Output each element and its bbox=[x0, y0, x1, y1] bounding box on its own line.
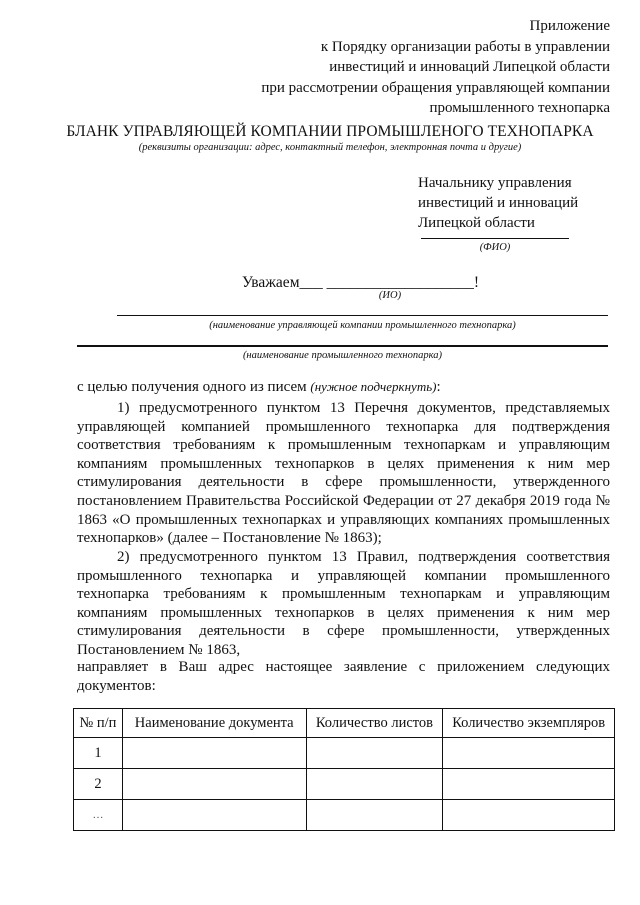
addressee-caption: (ФИО) bbox=[479, 242, 511, 253]
pages-cell[interactable] bbox=[306, 800, 443, 831]
column-header-number: № п/п bbox=[74, 709, 123, 738]
form-subtitle: (реквизиты организации: адрес, контактный телефон, электронная почта и другие) bbox=[138, 142, 522, 153]
table-header-row bbox=[74, 709, 615, 738]
table-row bbox=[74, 769, 615, 800]
addressee-name-line[interactable] bbox=[421, 238, 569, 239]
copies-cell[interactable] bbox=[443, 769, 615, 800]
row-number-cell: … bbox=[74, 800, 123, 831]
park-name-line[interactable] bbox=[77, 345, 608, 347]
addressee-line: инвестиций и инноваций bbox=[418, 195, 579, 211]
addressee-line: Липецкой области bbox=[418, 215, 535, 231]
appendix-line: при рассмотрении обращения управляющей компании bbox=[261, 79, 610, 96]
document-cell[interactable] bbox=[122, 800, 306, 831]
intro-colon: : bbox=[436, 379, 441, 395]
appendix-line: Приложение bbox=[529, 18, 610, 34]
copies-cell[interactable] bbox=[443, 738, 615, 769]
item-2-paragraph: 2) предусмотренного пунктом 13 Правил, подтверждения соответствия промышленного технопарка и управляющей компании промышленного технопарка требованиям к промышленным технопаркам и управляющим компаниям промышленных технопарков в целях применения к ним мер стимулирования деятельности в сфере промышленности, утвержденных Постановлением № 1863, bbox=[77, 549, 610, 658]
appendix-block bbox=[261, 16, 610, 119]
document-cell[interactable] bbox=[122, 769, 306, 800]
table-row bbox=[74, 800, 615, 831]
row-number-cell: 1 bbox=[74, 738, 123, 769]
pages-cell[interactable] bbox=[306, 769, 443, 800]
pages-cell[interactable] bbox=[306, 738, 443, 769]
appendix-line: промышленного технопарка bbox=[429, 100, 610, 116]
copies-cell[interactable] bbox=[443, 800, 615, 831]
table-row bbox=[74, 738, 615, 769]
appendix-line: к Порядку организации работы в управлении bbox=[320, 38, 610, 55]
document-cell[interactable] bbox=[122, 738, 306, 769]
column-header-document: Наименование документа bbox=[122, 709, 306, 738]
documents-table bbox=[73, 708, 615, 831]
addressee-block bbox=[418, 173, 578, 233]
park-caption: (наименование промышленного технопарка) bbox=[242, 350, 443, 361]
column-header-pages: Количество листов bbox=[306, 709, 443, 738]
intro-paragraph bbox=[77, 378, 610, 397]
item-1-paragraph: 1) предусмотренного пунктом 13 Перечня документов, представляемых управляющей компанией промышленного технопарка для подтверждения соответствия требованиям к промышленным технопаркам и управляющим компаниям промышленных технопарков в целях применения к ним мер стимулирования деятельности в сфере промышленности, утвержденного постановлением Правительства Российской Федерации от 27 декабря 2019 года № 1863 «О промышленных технопарках и управляющих компаниях промышленных технопарков» (далее – Постановление № 1863); bbox=[77, 400, 610, 547]
company-caption: (наименование управляющей компании промышленного технопарка) bbox=[209, 320, 516, 331]
closing-paragraph: направляет в Ваш адрес настоящее заявление с приложением следующих документов: bbox=[77, 659, 610, 694]
greeting[interactable]: Уважаем___ ___________________! bbox=[242, 274, 480, 291]
appendix-line: инвестиций и инноваций Липецкой области bbox=[329, 59, 610, 75]
company-name-line[interactable] bbox=[117, 315, 608, 316]
column-header-copies: Количество экземпляров bbox=[443, 709, 615, 738]
row-number-cell: 2 bbox=[74, 769, 123, 800]
intro-text: с целью получения одного из писем bbox=[77, 379, 307, 395]
form-title: БЛАНК УПРАВЛЯЮЩЕЙ КОМПАНИИ ПРОМЫШЛЕНОГО ТЕХНОПАРКА bbox=[66, 123, 594, 140]
addressee-line: Начальнику управления bbox=[418, 175, 572, 191]
greeting-caption: (ИО) bbox=[378, 290, 402, 301]
intro-note: (нужное подчеркнуть) bbox=[310, 379, 437, 394]
